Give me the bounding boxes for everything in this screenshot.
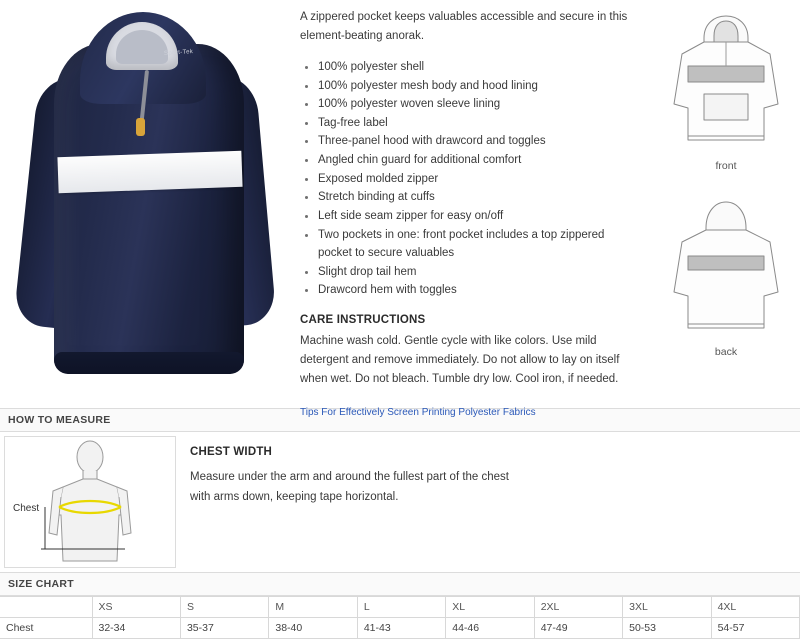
table-cell: 54-57: [711, 618, 799, 639]
feature-item: 100% polyester shell: [300, 58, 638, 77]
description-column: [296, 0, 652, 418]
table-column-header: 2XL: [534, 597, 622, 618]
feature-item: Tag-free label: [300, 114, 638, 133]
measure-line-1: Measure under the arm and around the fullest part of the chest: [190, 471, 509, 483]
table-column-header: L: [357, 597, 445, 618]
how-to-measure-section: [0, 432, 800, 572]
table-cell: 47-49: [534, 618, 622, 639]
feature-item: Exposed molded zipper: [300, 170, 638, 189]
table-cell: 35-37: [180, 618, 268, 639]
table-cell: 38-40: [269, 618, 357, 639]
feature-item: Angled chin guard for additional comfort: [300, 151, 638, 170]
feature-list: [300, 58, 638, 300]
how-to-measure-header: HOW TO MEASURE: [0, 408, 800, 432]
measure-figure-label: Chest: [13, 503, 40, 514]
table-cell: 44-46: [446, 618, 534, 639]
jacket-brand-mark: Sport-Tek: [163, 48, 194, 58]
table-row: [0, 618, 800, 639]
size-chart-header: SIZE CHART: [0, 572, 800, 596]
measure-instructions: [182, 432, 519, 507]
table-column-header: 3XL: [623, 597, 711, 618]
measure-title: CHEST WIDTH: [190, 446, 273, 458]
front-sketch: [652, 8, 800, 158]
jacket-hem: [54, 352, 244, 374]
table-column-header: M: [269, 597, 357, 618]
front-sketch-caption: front: [715, 160, 737, 172]
table-corner-cell: [0, 597, 92, 618]
front-view-icon: [652, 8, 800, 158]
table-header-row: [0, 597, 800, 618]
feature-item: Three-panel hood with drawcord and toggles: [300, 132, 638, 151]
table-column-header: XL: [446, 597, 534, 618]
feature-item: Two pockets in one: front pocket includes a top zippered pocket to secure valuables: [300, 226, 638, 263]
product-intro-text: A zippered pocket keeps valuables accessible and secure in this element-beating anorak.: [300, 11, 628, 42]
measure-figure: [4, 436, 176, 568]
back-sketch: [652, 194, 800, 344]
feature-item: Left side seam zipper for easy on/off: [300, 207, 638, 226]
size-chart-wrapper: [0, 596, 800, 639]
product-photo-column: [0, 0, 296, 400]
feature-item: 100% polyester woven sleeve lining: [300, 95, 638, 114]
back-sketch-caption: back: [714, 346, 738, 358]
table-row-label: Chest: [0, 618, 92, 639]
care-instructions-text: Machine wash cold. Gentle cycle with like colors. Use mild detergent and remove immediately. Do not allow to lay on itself when wet. Do not bleach. Tumble dry low. Cool iron, if needed.: [300, 335, 620, 385]
jacket-chest-stripe: [57, 151, 242, 193]
feature-item: 100% polyester mesh body and hood lining: [300, 77, 638, 96]
measure-line-2: with arms down, keeping tape horizontal.: [190, 490, 399, 503]
feature-item: Drawcord hem with toggles: [300, 281, 638, 300]
table-column-header: S: [180, 597, 268, 618]
table-cell: 41-43: [357, 618, 445, 639]
table-column-header: XS: [92, 597, 180, 618]
table-column-header: 4XL: [711, 597, 799, 618]
table-cell: 50-53: [623, 618, 711, 639]
back-view-icon: [652, 194, 800, 344]
care-instructions-title: CARE INSTRUCTIONS: [300, 314, 426, 327]
size-chart-table: [0, 596, 800, 639]
table-cell: 32-34: [92, 618, 180, 639]
screen-printing-tips-link[interactable]: Tips For Effectively Screen Printing Polyester Fabrics: [300, 406, 536, 418]
jacket-zipper-pull-icon: [136, 118, 145, 136]
feature-item: Stretch binding at cuffs: [300, 188, 638, 207]
product-photo: [18, 6, 280, 396]
technical-sketch-column: [652, 0, 800, 380]
feature-item: Slight drop tail hem: [300, 263, 638, 282]
chest-measure-diagram-icon: [5, 437, 175, 567]
